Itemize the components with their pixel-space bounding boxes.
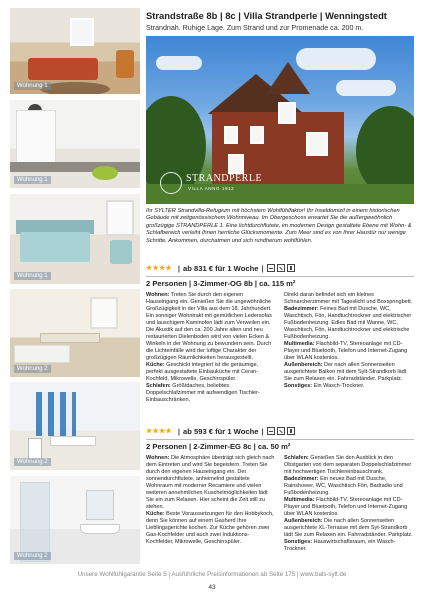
wlan-icon xyxy=(287,264,295,272)
offer-2-apartment: 2 Personen | 2-Zimmer-EG 8c | ca. 50 m² xyxy=(146,442,291,451)
paragraph: Außenbereich: Die nach allen Sonnenseiten ausgerichtete XL-Terrasse mit dem Syt-Strandkorb lädt Sie zum Relaxen ein. Fahrradständer. Parkplatz. xyxy=(284,518,413,538)
offer-2-price: ab 593 € für 1 Woche xyxy=(183,426,259,436)
offer-1-right-column xyxy=(284,292,414,390)
strandperle-emblem-icon xyxy=(160,172,182,194)
paragraph: Multimedia: Flachbild-TV, Stereoanlage mit CD-Player und Bluetooth, Telefon und Internet-Zugang über WLAN kostenlos. xyxy=(284,341,408,361)
offer-1-price-bar: ★★★★ | ab 831 € für 1 Woche | xyxy=(146,262,297,274)
paragraph: Schlafen: Größtdaches, beliebtes Doppelschlafzimmer mit aufwendigen Tischler-Einbauschränken, xyxy=(146,383,260,403)
page-footer: Unsere Wohlfühlgarantie Seite 5 | Ausführliche Preisinformationen ab Seite 175 | www.bals-sylt.de xyxy=(77,571,347,578)
paragraph: Wohnen: Treten Sie durch den eigenen Hauseingang ein. Genießen Sie die ungewöhnliche Großzügigkeit in der Villa aus dem 18. Jahrhundert. Ein sonniger Wohntrakt mit gemütlichen Ledersofas und lauschigem Kaminofen lädt zum Verweilen ein. Die Akustik auf den ca. 200 Jahre alten und neu restaurierten Dielenboden wird von vielen Ecken & Winkeln in der Wohnung zu bewundern sein. Durch die Lichteinfälle wird der luftige Charakter der großzügigen Räumlichkeiten herausgestellt. xyxy=(146,292,272,361)
photo-wohnung-2-bathroom xyxy=(10,476,140,564)
logo-brand: STRANDPERLE xyxy=(186,173,263,184)
no-smoking-icon xyxy=(277,264,285,272)
photo-wohnung-2-living xyxy=(10,289,140,377)
divider xyxy=(146,439,414,440)
paragraph: Direkt daran befindet sich ein kleines Schnarcherzimmer mit Tageslicht und Boxspringbett. xyxy=(284,292,413,305)
washer-icon xyxy=(267,427,275,435)
offer-1-apartment: 2 Personen | 3-Zimmer-OG 8b | ca. 115 m² xyxy=(146,279,296,288)
offer-1-price: ab 831 € für 1 Woche xyxy=(183,263,259,273)
photo-label: Wohnung 2 xyxy=(14,552,51,560)
no-smoking-icon xyxy=(277,427,285,435)
wlan-icon xyxy=(287,427,295,435)
photo-label: Wohnung 1 xyxy=(14,82,51,90)
rating-stars: ★★★★ xyxy=(146,265,172,272)
paragraph: Sonstiges: Ein Wasch-Trockner. xyxy=(284,383,365,389)
offer-2-price-bar: ★★★★ | ab 593 € für 1 Woche | xyxy=(146,425,297,437)
paragraph: Badezimmer: Ein neues Bad mit Dusche, Rainshower, WC, Waschtisch Fön, Badradio und Fußbodenheizung. xyxy=(284,476,403,496)
photo-label: Wohnung 1 xyxy=(14,272,51,280)
paragraph: Sonstiges: Hauswirtschaftsraum, ein Wasch-Trockner. xyxy=(284,539,396,552)
photo-wohnung-1-living xyxy=(10,8,140,94)
page-number: 43 xyxy=(208,584,216,591)
paragraph: Badezimmer: Feines Bad mit Dusche, WC, Waschtisch, Fön, Handtuchtrockner und elektrischer Fußbodenheizung. Edles Bad mit Wanne, WC, Waschtisch, Fön, Handtuchtrockner und elektrische Fußbodenheizung. xyxy=(284,306,412,340)
paragraph: Wohnen: Die Atmosphäre überträgt sich gleich nach dem Eintreten und wird Sie begeistern. Treten Sie durch den eigenen Hauseingang ein. Der sonnendurchflutete, anheimelnd gestaltete Wohnraum mit moderner Recamiere und vielen weiteren annehmlichen Kuschelmöglichkeiten lädt Sie ein zum Relaxen. Hier scheint die Zeit still zu stehen. xyxy=(146,455,275,510)
photo-wohnung-1-kitchen xyxy=(10,100,140,188)
photo-wohnung-1-bedroom xyxy=(10,194,140,284)
photo-wohnung-2-dining xyxy=(10,382,140,470)
page-subtitle: Strandnah. Ruhige Lage. Zum Strand und zur Promenade ca. 200 m. xyxy=(146,24,364,32)
photo-label: Wohnung 2 xyxy=(14,365,51,373)
paragraph: Multimedia: Flachbild-TV, Stereoanlage mit CD-Player und Bluetooth, Telefon und Internet-Zugang über WLAN kostenlos. xyxy=(284,497,408,517)
page-title: Strandstraße 8b | 8c | Villa Strandperle | Wenningstedt xyxy=(146,10,387,21)
photo-label: Wohnung 2 xyxy=(14,458,51,466)
paragraph: Küche: Geschickt integriert ist die geräumige, perfekt ausgestattete Einbauküche mit Ceran-Kochfeld, Mikrowelle, Geschirrspüler. xyxy=(146,362,259,382)
paragraph: Außenbereich: Der nach allen Sonnenseiten ausgerichtete Balkon mit dem Sylt-Strandkorb lädt Sie zum Relaxen ein. Fahrradständer. Parkplatz. xyxy=(284,362,407,382)
offer-2-right-column xyxy=(284,455,414,553)
offer-1-left-column xyxy=(146,292,276,404)
villa-main-photo xyxy=(146,36,414,204)
divider xyxy=(146,276,414,277)
logo-subtitle: VILLA ANNO 1912 xyxy=(188,186,235,191)
paragraph: Schlafen: Genießen Sie den Ausblick in den Obstgarten von dem separaten Doppelschlafzimmer mit hochwertigen Tischlereinbauschrank. xyxy=(284,455,412,475)
paragraph: Küche: Beste Voraussetzungen für den Hobbykoch, denn Sie können auf einem Gasherd Ihre Lieblingsgerichte kochen. Zur Küche gehören zwei Gas-Kochfelder und auch zwei Induktions-Kochfelder, Mikrowelle, Geschirrspüler. xyxy=(146,511,274,545)
intro-text: Ihr SYLTER Strandvilla-Refugium mit höchstem Wohlfühlfaktor! Ihr Inseldomizil in einem historischen Gebäude mit zeitgenössischem Wohnniveau. Im Obergeschoss erwartet Sie die außergewöhnlich großzügige STRANDPERLE 1. Eine lichtdurchflutete, im modernen Design gestaltete Ebene mit Wohn- & Schlafbereich verleiht Ihnen herrliche Glücksmomente. Zum Meer sind es von Ihrer Haustür nur wenige Schritte. Ankommen, durchatmen und sich rundherum wohlfühlen. xyxy=(146,208,412,244)
strandperle-logo xyxy=(160,172,263,198)
photo-label: Wohnung 1 xyxy=(14,176,51,184)
rating-stars: ★★★★ xyxy=(146,428,172,435)
washer-icon xyxy=(267,264,275,272)
offer-2-left-column xyxy=(146,455,276,546)
